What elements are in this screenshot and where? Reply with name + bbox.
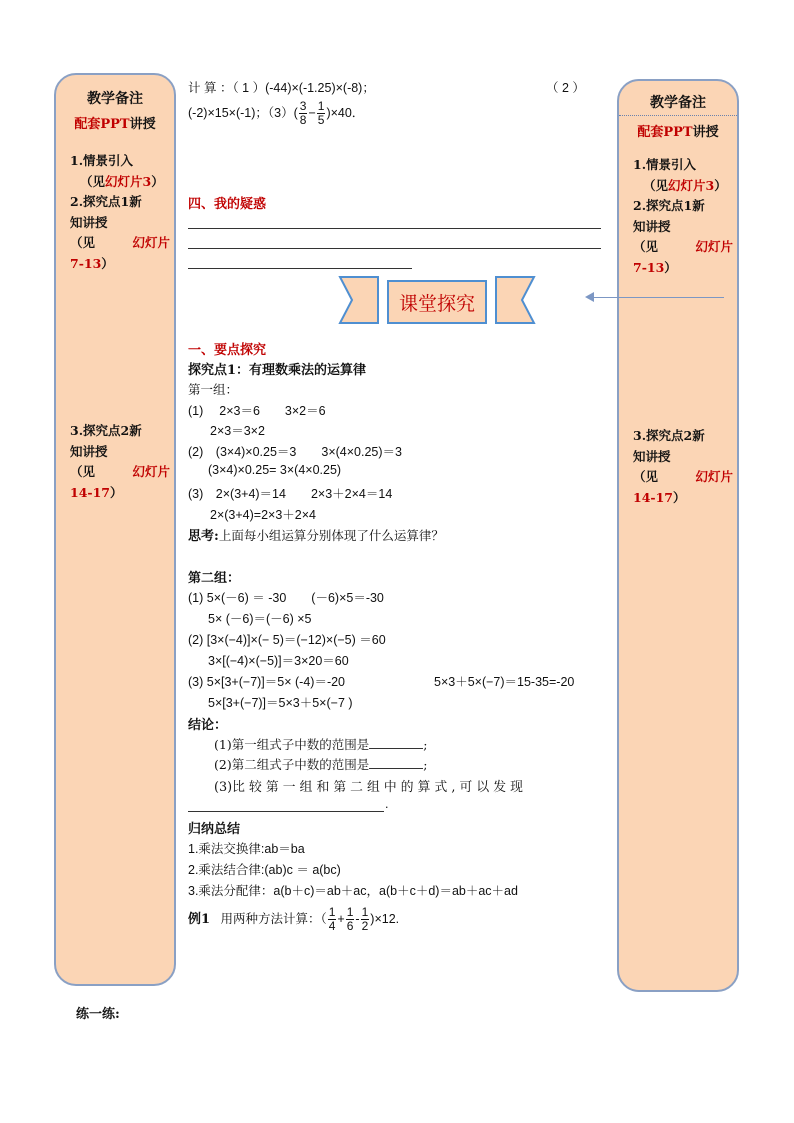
arrow-shaft (590, 297, 724, 298)
answer-line (188, 268, 412, 269)
doubt-heading: 四、我的疑惑 (188, 197, 267, 212)
equation: 5× (－6)＝(－6) ×5 (208, 612, 312, 626)
equation: (3×4)×0.25= 3×(4×0.25) (208, 463, 342, 477)
equation: (3) 2×(3+4)＝14 2×3＋2×4＝14 (188, 487, 393, 501)
answer-line[interactable] (188, 811, 384, 812)
calc-line-2: (-2)×15×(-1)；（3）( $\frac{3}{8}$ − $\frac{1}{5}$ )×40． (188, 99, 365, 127)
banner-right-ribbon (496, 277, 534, 323)
equation: (1) 2×3＝6 3×2＝6 (188, 404, 326, 418)
blank-line[interactable] (369, 756, 423, 769)
note-section-1: 1.情景引入 （见幻灯片3） 2.探究点1新 知讲授 （见 幻灯片 7-13） (633, 157, 733, 275)
arrow-left-icon (585, 292, 594, 302)
example-1: 例1 用两种方法计算：（ $\frac{1}{4}$ + $\frac{1}{6}$ - $\frac{1}{2}$ )×12. (188, 905, 400, 933)
equation: 2×3＝3×2 (210, 424, 265, 438)
answer-line (188, 248, 601, 249)
banner-left-ribbon (340, 277, 378, 323)
equation: (2) (3×4)×0.25＝3 3×(4×0.25)＝3 (188, 445, 402, 459)
group-2-label: 第二组： (188, 571, 241, 586)
notes-subtitle: 配套PPT讲授 (74, 117, 156, 132)
period: . (385, 797, 389, 811)
banner-text: 课堂探究 (398, 293, 476, 315)
right-notes-sidebar (617, 79, 739, 992)
equation: 3×[(−4)×(−5)]＝3×20＝60 (208, 654, 349, 668)
notes-title: 教学备注 (87, 91, 143, 107)
notes-subtitle: 配套PPT讲授 (637, 125, 719, 140)
summary-heading: 归纳总结 (188, 822, 241, 837)
blank-line[interactable] (369, 736, 423, 749)
fraction: $\frac{3}{8}$ (299, 99, 307, 127)
notes-title: 教学备注 (619, 92, 737, 116)
think-question: 思考:上面每小组运算分别体现了什么运算律？ (188, 528, 444, 544)
note-section-3: 3.探究点2新 知讲授 （见 幻灯片 14-17） (70, 423, 170, 500)
equation: 5×[3+(−7)]＝5×3＋5×(−7 ) (208, 696, 353, 710)
explore-heading: 一、要点探究 (188, 343, 267, 358)
equation: (1) 5×(－6) ＝ -30 (－6)×5＝-30 (188, 591, 384, 605)
fraction: $\frac{1}{5}$ (317, 99, 325, 127)
explore-point-1: 探究点1：有理数乘法的运算律 (188, 363, 367, 378)
equation: 5×3＋5×(−7)＝15-35=-20 (434, 675, 575, 689)
classroom-explore-banner (338, 273, 536, 331)
equation: 2×(3+4)=2×3＋2×4 (210, 508, 316, 522)
fraction: $\frac{1}{4}$ (328, 905, 336, 933)
equation: (2) [3×(−4)]×(− 5)＝(−12)×(−5) ＝60 (188, 633, 386, 647)
conclusion-2: (2)第二组式子中数的范围是 ; (214, 757, 428, 772)
law-associative: 2.乘法结合律:(ab)c ＝ a(bc) (188, 863, 341, 877)
law-distributive: 3.乘法分配律：a(b＋c)＝ab＋ac，a(b＋c＋d)＝ab＋ac＋ad (188, 884, 518, 898)
calc-line-1: 计 算 ：（ 1 ）(-44)×(-1.25)×(-8)； (188, 81, 375, 95)
law-commutative: 1.乘法交换律:ab＝ba (188, 842, 305, 856)
left-notes-sidebar (54, 73, 176, 986)
group-1-label: 第一组： (188, 382, 239, 397)
conclusion-1: (1)第一组式子中数的范围是 ; (214, 737, 428, 752)
note-section-1: 1.情景引入 （见幻灯片3） 2.探究点1新 知讲授 （见 幻灯片 7-13） (70, 153, 170, 271)
answer-line (188, 228, 601, 229)
fraction: $\frac{1}{2}$ (361, 905, 369, 933)
practice-label: 练一练: (76, 1007, 120, 1022)
conclusion-3: (3)比 较 第 一 组 和 第 二 组 中 的 算 式 , 可 以 发 现 (214, 780, 523, 795)
calc-item-2: （ 2 ） (546, 81, 585, 95)
fraction: $\frac{1}{6}$ (346, 905, 354, 933)
note-section-3: 3.探究点2新 知讲授 （见 幻灯片 14-17） (633, 428, 733, 505)
conclusion-label: 结论： (188, 718, 228, 733)
equation: (3) 5×[3+(−7)]＝5× (-4)＝-20 (188, 675, 346, 689)
